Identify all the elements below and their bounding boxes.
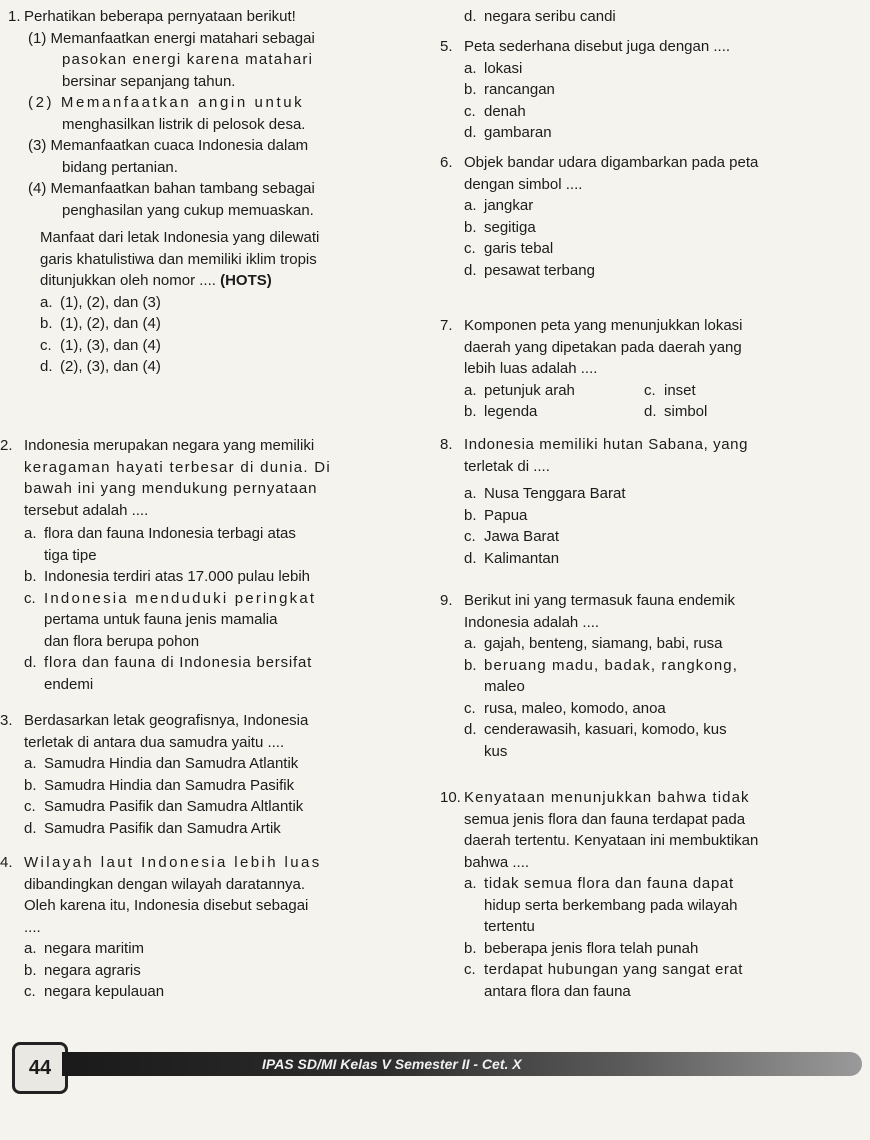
question-number: 1. (8, 8, 21, 25)
statement-line: (1) Memanfaatkan energi matahari sebagai (28, 29, 315, 47)
option-a[interactable]: a. petunjuk arah (464, 381, 575, 399)
question-line: Objek bandar udara digambarkan pada peta (464, 154, 759, 171)
question-9 (432, 590, 866, 762)
question-number: 5. (440, 38, 453, 55)
option-a[interactable]: a. jangkar (464, 197, 534, 214)
option-a[interactable]: a. tidak semua flora dan fauna dapat hidup serta berkembang pada wilayah tertentu (464, 875, 738, 935)
question-line: Komponen peta yang menunjukkan lokasi (464, 317, 743, 334)
question-number: 9. (440, 592, 453, 609)
option-a[interactable]: a. (1), (2), dan (3) (40, 293, 161, 311)
option-c[interactable]: c. Samudra Pasifik dan Samudra Altlantik (24, 798, 304, 815)
option-b[interactable]: b. beruang madu, badak, rangkong, maleo (464, 656, 738, 695)
option-c[interactable]: c. (1), (3), dan (4) (40, 336, 161, 354)
question-number: 6. (440, 154, 453, 171)
question-intro: Perhatikan beberapa pernyataan berikut! (24, 8, 296, 25)
option-d[interactable]: d. simbol (644, 403, 708, 420)
question-line: terletak di antara dua samudra yaitu .... (24, 733, 285, 751)
question-1 (8, 6, 428, 378)
statement-line: menghasilkan listrik di pelosok desa. (62, 115, 306, 133)
option-b[interactable]: b. negara agraris (24, 961, 141, 979)
option-d[interactable]: d. negara seribu candi (464, 8, 616, 25)
option-b[interactable]: b. Papua (464, 506, 528, 524)
question-line: dengan simbol .... (464, 175, 583, 193)
statement-line: (3) Memanfaatkan cuaca Indonesia dalam (28, 137, 309, 154)
option-d[interactable]: d. pesawat terbang (464, 261, 595, 279)
option-c[interactable]: c. Indonesia menduduki peringkat pertama untuk fauna jenis mamalia dan flora berupa pohon (24, 589, 317, 650)
statement-line: bersinar sepanjang tahun. (62, 72, 236, 90)
option-c[interactable]: c. negara kepulauan (24, 983, 165, 1000)
option-c[interactable]: c. Jawa Barat (464, 528, 560, 545)
question-line: dibandingkan dengan wilayah daratannya. (24, 875, 306, 893)
question-line: Wilayah laut Indonesia lebih luas (24, 854, 322, 871)
question-4 (0, 852, 428, 1003)
book-title: IPAS SD/MI Kelas V Semester II - Cet. X (262, 1056, 522, 1072)
page-footer (0, 1038, 870, 1140)
question-7 (432, 315, 866, 423)
question-line: Kenyataan menunjukkan bahwa tidak (464, 789, 750, 806)
question-line: daerah yang dipetakan pada daerah yang (464, 338, 742, 356)
question-2 (0, 435, 428, 695)
question-8 (432, 434, 866, 569)
option-d[interactable]: d. flora dan fauna di Indonesia bersifat endemi (24, 654, 313, 693)
question-line: Indonesia adalah .... (464, 613, 600, 631)
question-line: semua jenis flora dan fauna terdapat pada (464, 810, 746, 828)
question-line: bahwa .... (464, 853, 530, 871)
option-b[interactable]: b. legenda (464, 403, 538, 420)
option-d[interactable]: d. Samudra Pasifik dan Samudra Artik (24, 819, 281, 837)
option-b[interactable]: b. beberapa jenis flora telah punah (464, 939, 699, 957)
option-b[interactable]: b. rancangan (464, 81, 555, 98)
page-number: 44 (12, 1042, 68, 1094)
question-6 (432, 152, 866, 281)
option-d[interactable]: d. Kalimantan (464, 549, 560, 567)
statement-line: (2) Memanfaatkan angin untuk (28, 94, 305, 111)
option-c[interactable]: c. terdapat hubungan yang sangat erat antara flora dan fauna (464, 961, 743, 1000)
question-line: Indonesia memiliki hutan Sabana, yang (464, 436, 749, 453)
option-c[interactable]: c. inset (644, 381, 696, 399)
question-3 (0, 710, 428, 839)
option-c[interactable]: c. denah (464, 102, 526, 120)
question-line: garis khatulistiwa dan memiliki iklim tropis (40, 250, 317, 268)
question-line: Indonesia merupakan negara yang memiliki (24, 437, 315, 454)
option-c[interactable]: c. garis tebal (464, 240, 554, 257)
question-number: 10. (440, 789, 461, 806)
option-b[interactable]: b. (1), (2), dan (4) (40, 315, 161, 332)
option-c[interactable]: c. rusa, maleo, komodo, anoa (464, 699, 666, 717)
option-d[interactable]: d. cenderawasih, kasuari, komodo, kus kus (464, 721, 727, 760)
question-line: lebih luas adalah .... (464, 360, 598, 377)
question-10 (432, 787, 866, 1002)
statement-line: bidang pertanian. (62, 158, 178, 176)
statement-line: pasokan energi karena matahari (62, 51, 314, 68)
option-a[interactable]: a. lokasi (464, 59, 523, 77)
option-b[interactable]: b. Samudra Hindia dan Samudra Pasifik (24, 776, 295, 794)
option-a[interactable]: a. gajah, benteng, siamang, babi, rusa (464, 635, 723, 652)
footer-band (62, 1052, 862, 1076)
question-line: terletak di .... (464, 457, 550, 475)
option-a[interactable]: a. Nusa Tenggara Barat (464, 485, 626, 502)
question-line: Berikut ini yang termasuk fauna endemik (464, 592, 735, 609)
question-line: tersebut adalah .... (24, 501, 149, 519)
question-number: 3. (0, 712, 13, 729)
option-b[interactable]: b. segitiga (464, 218, 536, 236)
question-number: 2. (0, 437, 13, 454)
question-number: 7. (440, 317, 453, 334)
option-a[interactable]: a. Samudra Hindia dan Samudra Atlantik (24, 755, 299, 772)
question-5 (432, 36, 866, 144)
statement-line: (4) Memanfaatkan bahan tambang sebagai (28, 180, 315, 197)
option-b[interactable]: b. Indonesia terdiri atas 17.000 pulau lebih (24, 568, 311, 585)
question-number: 4. (0, 854, 13, 871)
question-line: Manfaat dari letak Indonesia yang dilewati (40, 229, 320, 246)
question-line: bawah ini yang mendukung pernyataan (24, 480, 318, 497)
question-line: Peta sederhana disebut juga dengan .... (464, 38, 731, 55)
question-line: daerah tertentu. Kenyataan ini membuktikan (464, 832, 759, 849)
question-line: Berdasarkan letak geografisnya, Indonesia (24, 712, 309, 729)
option-a[interactable]: a. flora dan fauna Indonesia terbagi atas tiga tipe (24, 525, 296, 564)
option-a[interactable]: a. negara maritim (24, 940, 145, 957)
statement-line: penghasilan yang cukup memuaskan. (62, 201, 314, 219)
question-line: keragaman hayati terbesar di dunia. Di (24, 458, 332, 476)
option-d[interactable]: d. (2), (3), dan (4) (40, 358, 161, 375)
hots-label: (HOTS) (220, 272, 272, 289)
question-line: .... (24, 918, 41, 936)
option-d[interactable]: d. gambaran (464, 124, 552, 141)
question-line: ditunjukkan oleh nomor .... (40, 272, 221, 289)
question-number: 8. (440, 436, 453, 453)
question-line: Oleh karena itu, Indonesia disebut sebagai (24, 897, 309, 914)
